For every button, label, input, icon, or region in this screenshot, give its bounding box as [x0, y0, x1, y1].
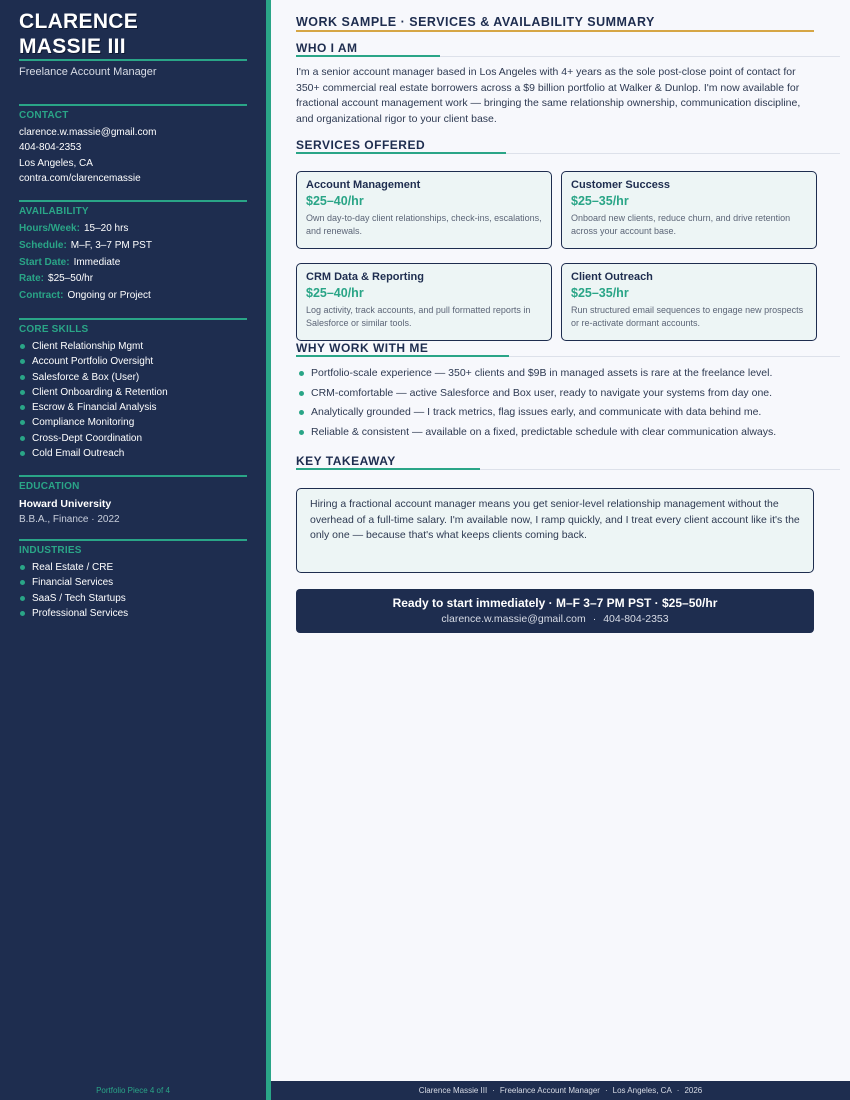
section-accent-rule	[296, 355, 509, 357]
service-rate: $25–35/hr	[571, 286, 629, 300]
service-rate: $25–35/hr	[571, 194, 629, 208]
skills-section	[19, 318, 247, 461]
service-rate: $25–40/hr	[306, 286, 364, 300]
cta-email[interactable]: clarence.w.massie@gmail.com	[441, 613, 586, 625]
contact-phone[interactable]: 404-804-2353	[19, 142, 82, 154]
education-heading: EDUCATION	[19, 481, 80, 492]
footer-separator: ·	[604, 1086, 608, 1095]
section-accent-rule	[296, 468, 480, 470]
why-item: CRM-comfortable — active Salesforce and Box user, ready to navigate your systems from day one.	[296, 384, 840, 404]
contact-website[interactable]: contra.com/clarencemassie	[19, 172, 141, 184]
education-degree: B.B.A., Finance · 2022	[19, 514, 120, 525]
skill-item: Salesforce & Box (User)	[19, 370, 247, 385]
footer-role: Freelance Account Manager	[499, 1086, 600, 1095]
service-card-customer-success	[561, 171, 817, 249]
availability-label: Contract:	[19, 290, 64, 302]
service-description: Onboard new clients, reduce churn, and drive retention across your account base.	[571, 213, 791, 236]
service-title: Account Management	[306, 179, 421, 191]
why-item: Analytically grounded — I track metrics, flag issues early, and communicate with data behind me.	[296, 403, 840, 423]
document-title: WORK SAMPLE · SERVICES & AVAILABILITY SUMMARY	[296, 15, 655, 29]
industries-heading: INDUSTRIES	[19, 545, 82, 556]
skills-heading: CORE SKILLS	[19, 324, 89, 335]
section-accent-rule	[296, 152, 506, 154]
skill-item: Compliance Monitoring	[19, 415, 247, 430]
service-rate: $25–40/hr	[306, 194, 364, 208]
name-line-2: MASSIE III	[19, 35, 126, 58]
section-accent-rule	[296, 55, 440, 57]
why-item: Portfolio-scale experience — 350+ clients and $9B in managed assets is rare at the freelance level.	[296, 364, 840, 384]
skill-item: Client Onboarding & Retention	[19, 385, 247, 400]
availability-label: Hours/Week:	[19, 223, 80, 234]
contact-location: Los Angeles, CA	[19, 157, 93, 169]
availability-heading: AVAILABILITY	[19, 206, 89, 217]
availability-label: Rate:	[19, 273, 45, 285]
education-school: Howard University	[19, 498, 112, 510]
section-divider	[19, 539, 247, 541]
availability-item	[19, 221, 247, 238]
sidebar-accent-bar	[266, 0, 271, 1100]
cta-banner	[296, 589, 814, 633]
name-divider	[19, 59, 247, 61]
cta-separator: ·	[592, 613, 597, 625]
title-divider	[296, 30, 814, 32]
candidate-role: Freelance Account Manager	[19, 66, 157, 78]
service-description: Run structured email sequences to engage new prospects or re-activate dormant accounts.	[571, 305, 804, 328]
availability-value: M–F, 3–7 PM PST	[70, 239, 152, 251]
availability-label: Start Date:	[19, 256, 70, 268]
who-heading: WHO I AM	[296, 41, 358, 55]
industry-item: SaaS / Tech Startups	[19, 591, 247, 606]
skill-item: Client Relationship Mgmt	[19, 339, 247, 354]
service-card-account-management	[296, 171, 552, 249]
candidate-name	[19, 9, 138, 59]
service-description: Own day-to-day client relationships, check-ins, escalations, and renewals.	[306, 213, 542, 236]
section-divider	[19, 318, 247, 320]
footer-separator: ·	[676, 1086, 680, 1095]
service-card-client-outreach	[561, 263, 817, 341]
why-item: Reliable & consistent — available on a fixed, predictable schedule with clear communication always.	[296, 423, 840, 443]
skill-item: Cold Email Outreach	[19, 446, 247, 461]
services-heading: SERVICES OFFERED	[296, 138, 426, 152]
footer-name: Clarence Massie III	[418, 1086, 488, 1095]
takeaway-heading: KEY TAKEAWAY	[296, 454, 396, 468]
availability-item	[19, 271, 247, 288]
portfolio-piece-label: Portfolio Piece 4 of 4	[96, 1086, 170, 1095]
service-card-crm-reporting	[296, 263, 552, 341]
availability-value: $25–50/hr	[48, 273, 94, 285]
cta-headline: Ready to start immediately · M–F 3–7 PM PST · $25–50/hr	[392, 596, 718, 610]
page-footer	[271, 1081, 850, 1100]
service-title: Client Outreach	[571, 271, 653, 283]
contact-email[interactable]: clarence.w.massie@gmail.com	[19, 127, 157, 138]
service-description: Log activity, track accounts, and pull formatted reports in Salesforce or similar tools.	[306, 305, 531, 328]
footer-year: 2026	[684, 1086, 703, 1095]
education-section	[19, 475, 247, 527]
footer-location: Los Angeles, CA	[612, 1086, 672, 1095]
section-divider	[19, 200, 247, 202]
cta-contact	[296, 611, 814, 627]
footer-separator: ·	[492, 1086, 495, 1095]
availability-item	[19, 288, 247, 305]
industry-item: Real Estate / CRE	[19, 560, 247, 575]
availability-value: Ongoing or Project	[67, 290, 151, 302]
section-divider	[19, 104, 247, 106]
availability-value: Immediate	[73, 256, 121, 268]
why-list	[296, 364, 840, 442]
skill-item: Cross-Dept Coordination	[19, 431, 247, 446]
industries-section	[19, 539, 247, 621]
availability-item	[19, 255, 247, 272]
who-paragraph: I'm a senior account manager based in Los Angeles with 4+ years as the sole post-close point of contact for 350+ commercial real estate borrowers across a $9 billion portfolio at Walker & Dunlop. I'm now available for fractional account management work — bringing the same relationship ownership, communication discipline, and organizational rigor to your client base.	[296, 66, 801, 125]
skill-item: Escrow & Financial Analysis	[19, 400, 247, 415]
skill-item: Account Portfolio Oversight	[19, 354, 247, 369]
name-line-1: CLARENCE	[19, 10, 139, 33]
industry-item: Financial Services	[19, 575, 247, 590]
availability-item	[19, 238, 247, 255]
availability-section	[19, 200, 247, 305]
section-divider	[19, 475, 247, 477]
cta-phone[interactable]: 404-804-2353	[603, 613, 669, 625]
contact-section	[19, 104, 247, 186]
industry-item: Professional Services	[19, 606, 247, 621]
service-title: Customer Success	[571, 179, 671, 191]
sidebar	[0, 0, 266, 1100]
availability-value: 15–20 hrs	[83, 223, 129, 234]
takeaway-box: Hiring a fractional account manager means you get senior-level relationship management without the overhead of a full-time salary. I'm available now, I ramp quickly, and I treat every client account like it's the only one — because that's what keeps clients coming back.	[296, 488, 814, 573]
availability-label: Schedule:	[19, 239, 67, 251]
contact-heading: CONTACT	[19, 110, 69, 121]
why-heading: WHY WORK WITH ME	[296, 341, 429, 355]
service-title: CRM Data & Reporting	[306, 271, 424, 283]
